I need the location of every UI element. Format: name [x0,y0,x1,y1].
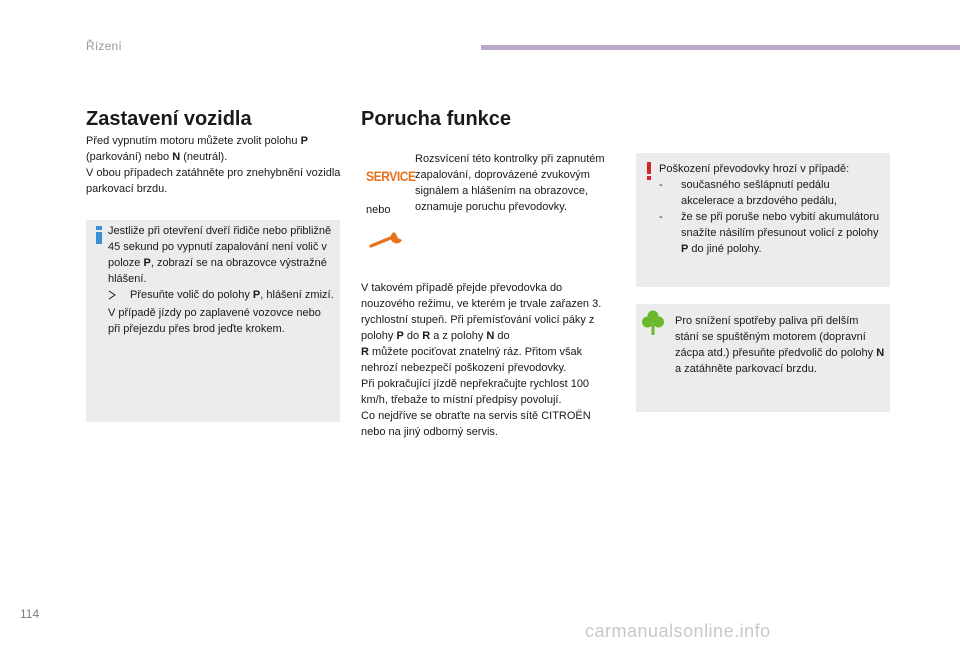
info-box-text: Jestliže při otevření dveří řidiče nebo přibližně 45 sekund po vypnutí zapalování není volič v poloze P, zobrazí se na obrazovce výstražné hlášení. Přesuňte volič do polohy P, hlášení zmizí. V případě jízdy po zaplavené vozovce nebo při přejezdu přes brod jeďte krokem. [108,223,336,337]
or-label: nebo [366,204,391,216]
exclamation-icon [646,162,652,185]
service-warning-lamp: SERVICE [366,168,416,184]
page-number: 114 [20,607,40,621]
eco-text: Pro snížení spotřeby paliva při delším stání se spuštěným motorem (dopravní zácpa atd.) přesuňte předvolič do polohy N a zatáhněte parkovací brzdu. [675,315,885,375]
section-title: Řízení [86,39,122,53]
info-box [86,220,340,422]
warning-box [636,153,890,287]
stopping-paragraph: Před vypnutím motoru můžete zvolit polohu P (parkování) nebo N (neutrál). V obou případech zatáhněte pro znehybnění vozidla parkovací brzdu. [86,135,341,195]
lamp-description: Rozsvícení této kontrolky při zapnutém zapalování, doprovázené zvukovým signálem a hlášením na obrazovce, oznamuje poruchu převodovky. [415,153,605,213]
warning-text: Poškození převodovky hrozí v případě: - současného sešlápnutí pedálu akcelerace a brzdového pedálu, - že se při poruše nebo vybití akumulátoru snažíte násilím přesunout volicí z polohy P do jiné polohy. [659,161,885,257]
bullet-arrow-icon [108,287,130,305]
warning-item: - současného sešlápnutí pedálu akcelerace a brzdového pedálu, [659,179,837,207]
wrench-icon [368,230,406,253]
warning-item: - že se při poruše nebo vybití akumulátoru snažíte násilím přesunout volicí z polohy P do jiné polohy. [659,211,880,255]
eco-box [636,304,890,412]
heading-malfunction: Porucha funkce [361,108,512,130]
watermark: carmanualsonline.info [585,621,771,641]
heading-stopping: Zastavení vozidla [86,108,252,130]
info-icon [96,226,102,244]
header-bar [481,45,960,50]
eco-tree-icon [642,310,664,341]
info-bullet: Přesuňte volič do polohy P, hlášení zmizí. [108,287,336,305]
malfunction-text: V takovém případě přejde převodovka do nouzového režimu, ve kterém je trvale zařazen 3. rychlostní stupeň. Při přemísťování volicí páky z polohy P do R a z polohy N do R můžete pociťovat znatelný ráz. Přitom však nehrozí nebezpečí poškození převodovky. Při pokračující jízdě nepřekračujte rychlost 100 km/h, třebaže to místní předpisy povolují. Co nejdříve se obraťte na servis sítě CITROËN nebo na jiný odborný servis. [361,282,602,438]
